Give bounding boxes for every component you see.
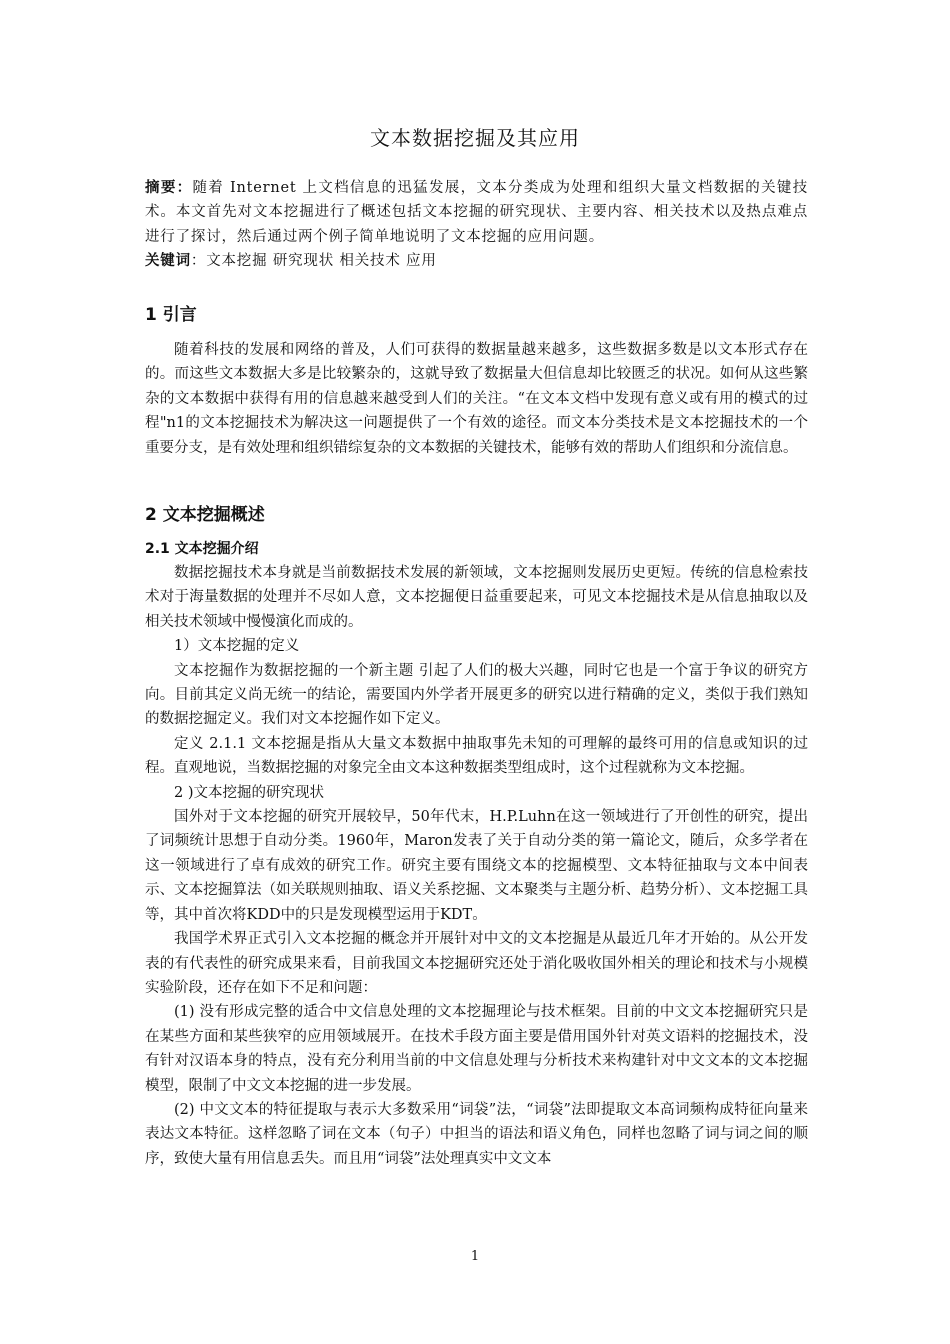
paragraph: 数据挖掘技术本身就是当前数据技术发展的新领域，文本挖掘则发展历史更短。传统的信息检索技术对于海量数据的处理并不尽如人意，文本挖掘便日益重要起来，可见文本挖掘技术是从信息抽取以及相关技术领域中慢慢演化而成的。 (145, 565, 808, 630)
abstract-block (145, 176, 808, 274)
keywords-text: ：文本挖掘 研究现状 相关技术 应用 (190, 253, 437, 270)
paragraph: (1) 没有形成完整的适合中文信息处理的文本挖掘理论与技术框架。目前的中文文本挖掘研究只是在某些方面和某些狭窄的应用领域展开。在技术手段方面主要是借用国外针对英文语料的挖掘技术，没有针对汉语本身的特点，没有充分利用当前的中文信息处理与分析技术来构建针对中文文本的文本挖掘模型，限制了中文文本挖掘的进一步发展。 (145, 1004, 808, 1094)
section-2-heading-block (145, 500, 808, 525)
abstract-label: 摘要： (145, 180, 193, 196)
keywords-label: 关键词 (145, 253, 191, 270)
section-1-heading: 1 引言 (145, 305, 197, 325)
paragraph: 国外对于文本挖掘的研究开展较早，50年代末，H.P.Luhn在这一领域进行了开创性的研究，提出了词频统计思想于自动分类。1960年，Maron发表了关于自动分类的第一篇论文，随后，众多学者在这一领域进行了卓有成效的研究工作。研究主要有围绕文本的挖掘模型、文本特征抽取与文本中间表示、文本挖掘算法（如关联规则抽取、语义关系挖掘、文本聚类与主题分析、趋势分析）、文本挖掘工具等，其中首次将KDD中的只是发现模型运用于KDT。 (145, 809, 808, 923)
definition-paragraph: 定义 2.1.1 文本挖掘是指从大量文本数据中抽取事先未知的可理解的最终可用的信息或知识的过程。直观地说，当数据挖掘的对象完全由文本这种数据类型组成时，这个过程就称为文本挖掘。 (145, 735, 808, 777)
keywords-line (145, 249, 808, 273)
list-item-definition: 1）文本挖掘的定义 (174, 638, 300, 655)
document-title: 文本数据挖掘及其应用 (370, 126, 580, 150)
list-item-research-status: 2 )文本挖掘的研究现状 (174, 784, 324, 801)
abstract-paragraph (145, 176, 808, 249)
abstract-text: 随着 Internet 上文档信息的迅猛发展，文本分类成为处理和组织大量文档数据的关键技术。本文首先对文本挖掘进行了概述包括文本挖掘的研究现状、主要内容、相关技术以及热点难点进行了探讨，然后通过两个例子简单地说明了文本挖掘的应用问题。 (145, 180, 808, 245)
subsection-2-1-heading: 2.1 文本挖掘介绍 (145, 541, 259, 557)
paragraph: 文本挖掘作为数据挖掘的一个新主题 引起了人们的极大兴趣，同时它也是一个富于争议的研究方向。目前其定义尚无统一的结论，需要国内外学者开展更多的研究以进行精确的定义，类似于我们熟知的数据挖掘定义。我们对文本挖掘作如下定义。 (145, 662, 808, 728)
section-2-body (145, 537, 808, 1171)
paragraph: 我国学术界正式引入文本挖掘的概念并开展针对中文的文本挖掘是从最近几年才开始的。从公开发表的有代表性的研究成果来看，目前我国文本挖掘研究还处于消化吸收国外相关的理论和技术与小规模实验阶段，还存在如下不足和问题： (145, 931, 808, 996)
section-2-heading: 2 文本挖掘概述 (145, 505, 265, 525)
section-1 (145, 300, 808, 325)
paragraph: (2) 中文文本的特征提取与表示大多数采用“词袋”法，“词袋”法即提取文本高词频构成特征向量来表达文本特征。这样忽略了词在文本（句子）中担当的语法和语义角色，同样也忽略了词与词之间的顺序，致使大量有用信息丢失。而且用“词袋”法处理真实中文文本 (145, 1101, 808, 1167)
page-number: 1 (470, 1249, 480, 1264)
section-1-body (145, 338, 808, 460)
section-1-paragraph: 随着科技的发展和网络的普及，人们可获得的数据量越来越多，这些数据多数是以文本形式存在的。而这些文本数据大多是比较繁杂的，这就导致了数据量大但信息却比较匮乏的状况。如何从这些繁杂的文本数据中获得有用的信息越来越受到人们的关注。“在文本文档中发现有意义或有用的模式的过程"n1的文本挖掘技术为解决这一问题提供了一个有效的途径。而文本分类技术是文本挖掘技术的一个重要分支，是有效处理和组织错综复杂的文本数据的关键技术，能够有效的帮助人们组织和分流信息。 (145, 342, 808, 456)
